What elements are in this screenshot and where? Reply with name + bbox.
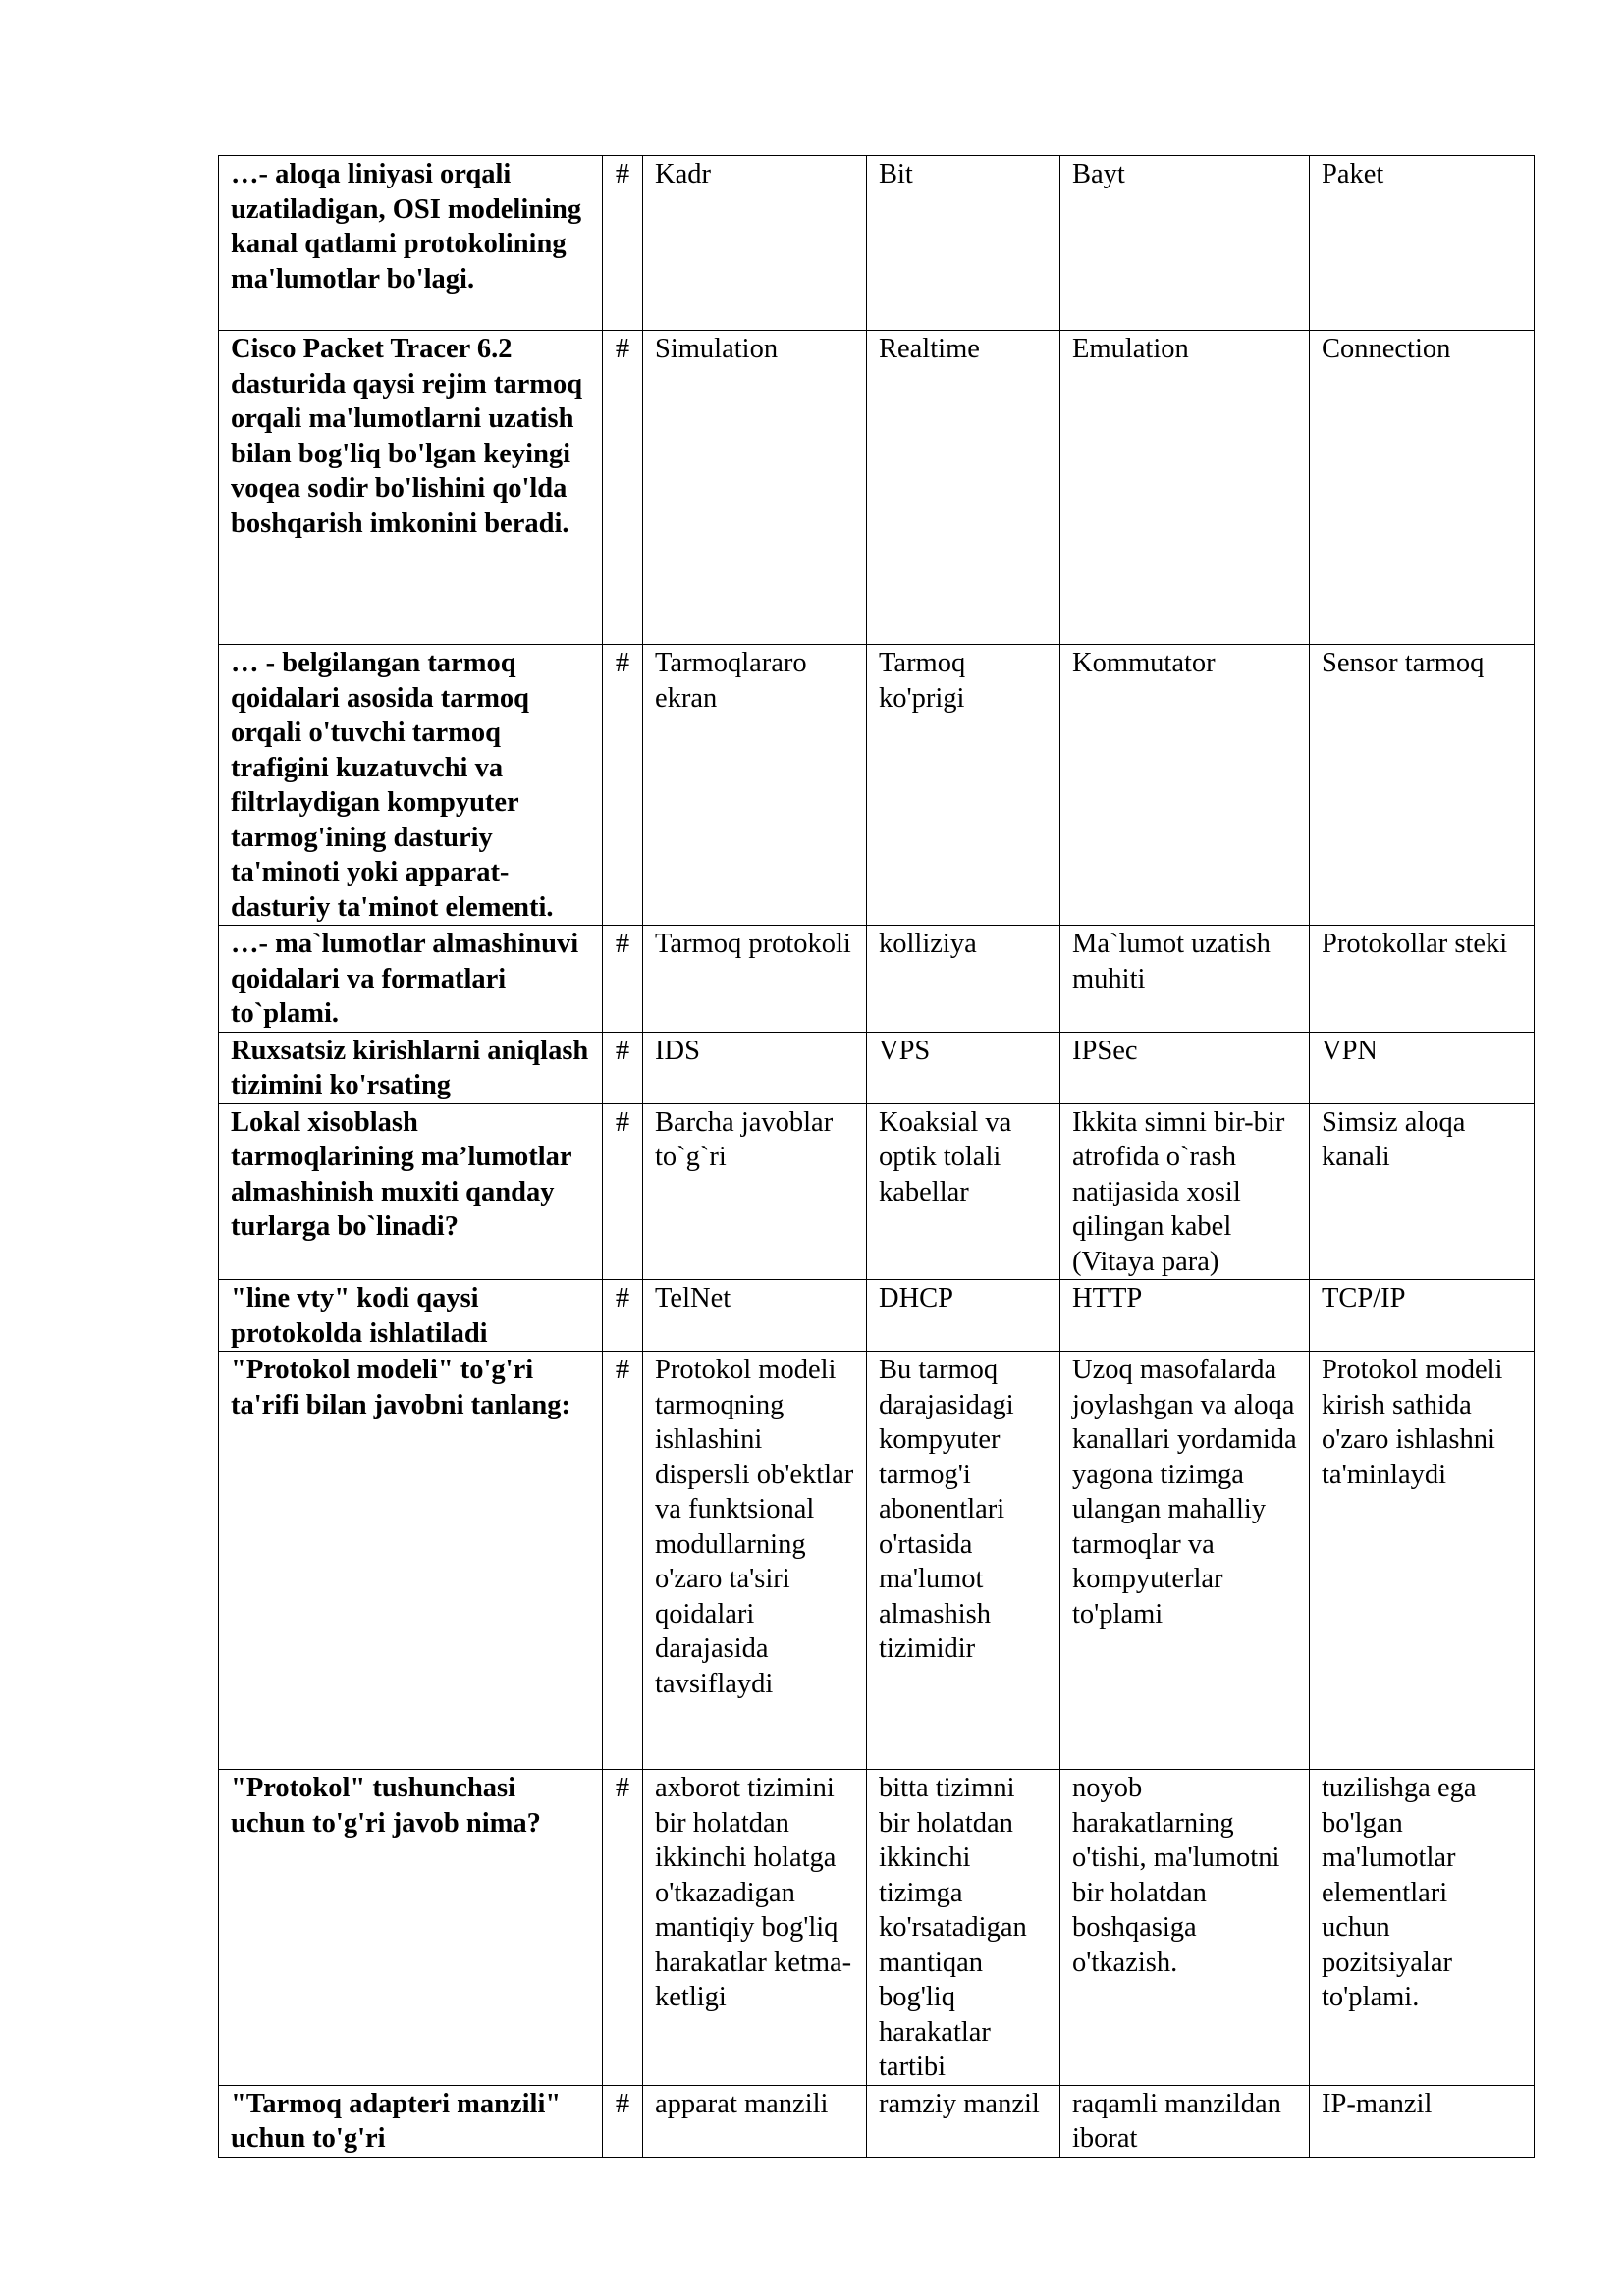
answer-cell: Realtime	[867, 331, 1060, 645]
answer-cell: HTTP	[1060, 1280, 1310, 1352]
answer-cell: Bayt	[1060, 156, 1310, 331]
answer-cell: Uzoq masofalarda joylashgan va aloqa kanallari yordamida yagona tizimga ulangan mahalliy tarmoqlar va kompyuterlar to'plami	[1060, 1352, 1310, 1770]
table-row	[219, 1103, 1535, 1280]
question-cell: "Protokol" tushunchasi uchun to'g'ri javob nima?	[219, 1770, 603, 2086]
answer-cell: noyob harakatlarning o'tishi, ma'lumotni bir holatdan boshqasiga o'tkazish.	[1060, 1770, 1310, 2086]
answer-cell: Bit	[867, 156, 1060, 331]
table-row	[219, 156, 1535, 331]
answer-cell: Connection	[1310, 331, 1535, 645]
marker-cell: #	[603, 1352, 643, 1770]
question-cell: Cisco Packet Tracer 6.2 dasturida qaysi rejim tarmoq orqali ma'lumotlarni uzatish bilan bog'liq bo'lgan keyingi voqea sodir bo'lishini qo'lda boshqarish imkonini beradi.	[219, 331, 603, 645]
question-cell: "line vty" kodi qaysi protokolda ishlatiladi	[219, 1280, 603, 1352]
table-row	[219, 1770, 1535, 2086]
question-cell: Ruxsatsiz kirishlarni aniqlash tizimini ko'rsating	[219, 1032, 603, 1103]
question-cell: "Protokol modeli" to'g'ri ta'rifi bilan javobni tanlang:	[219, 1352, 603, 1770]
answer-cell-correct: Barcha javoblar to`g`ri	[643, 1103, 867, 1280]
table-row	[219, 1280, 1535, 1352]
answer-cell-correct: Kadr	[643, 156, 867, 331]
answer-cell: VPN	[1310, 1032, 1535, 1103]
marker-cell: #	[603, 1032, 643, 1103]
answer-cell: Ikkita simni bir-bir atrofida o`rash natijasida xosil qilingan kabel (Vitaya para)	[1060, 1103, 1310, 1280]
answer-cell-correct: Simulation	[643, 331, 867, 645]
answer-cell: tuzilishga ega bo'lgan ma'lumotlar elementlari uchun pozitsiyalar to'plami.	[1310, 1770, 1535, 2086]
table-row	[219, 1032, 1535, 1103]
question-cell: Lokal xisoblash tarmoqlarining ma’lumotlar almashinish muxiti qanday turlarga bo`linadi?	[219, 1103, 603, 1280]
answer-cell: Bu tarmoq darajasidagi kompyuter tarmog'i abonentlari o'rtasida ma'lumot almashish tizimidir	[867, 1352, 1060, 1770]
answer-cell: TCP/IP	[1310, 1280, 1535, 1352]
answer-cell: ramziy manzil	[867, 2085, 1060, 2157]
question-cell: … - belgilangan tarmoq qoidalari asosida tarmoq orqali o'tuvchi tarmoq trafigini kuzatuvchi va filtrlaydigan kompyuter tarmog'ining dasturiy ta'minoti yoki apparat-dasturiy ta'minot elementi.	[219, 645, 603, 926]
question-cell: …- aloqa liniyasi orqali uzatiladigan, OSI modelining kanal qatlami protokolining ma'lumotlar bo'lagi.	[219, 156, 603, 331]
answer-cell: Protokol modeli kirish sathida o'zaro ishlashni ta'minlaydi	[1310, 1352, 1535, 1770]
answer-cell: Sensor tarmoq	[1310, 645, 1535, 926]
marker-cell: #	[603, 1770, 643, 2086]
table-row	[219, 645, 1535, 926]
quiz-table	[218, 155, 1535, 2158]
answer-cell: Kommutator	[1060, 645, 1310, 926]
answer-cell-correct: IDS	[643, 1032, 867, 1103]
table-row	[219, 331, 1535, 645]
answer-cell: raqamli manzildan iborat	[1060, 2085, 1310, 2157]
answer-cell: Ma`lumot uzatish muhiti	[1060, 926, 1310, 1033]
table-row	[219, 1352, 1535, 1770]
answer-cell: IPSec	[1060, 1032, 1310, 1103]
marker-cell: #	[603, 926, 643, 1033]
answer-cell: Protokollar steki	[1310, 926, 1535, 1033]
answer-cell: bitta tizimni bir holatdan ikkinchi tizimga ko'rsatadigan mantiqan bog'liq harakatlar tartibi	[867, 1770, 1060, 2086]
marker-cell: #	[603, 1103, 643, 1280]
marker-cell: #	[603, 331, 643, 645]
answer-cell: VPS	[867, 1032, 1060, 1103]
marker-cell: #	[603, 1280, 643, 1352]
question-cell: "Tarmoq adapteri manzili" uchun to'g'ri	[219, 2085, 603, 2157]
answer-cell-correct: axborot tizimini bir holatdan ikkinchi holatga o'tkazadigan mantiqiy bog'liq harakatlar ketma-ketligi	[643, 1770, 867, 2086]
table-row	[219, 2085, 1535, 2157]
marker-cell: #	[603, 645, 643, 926]
marker-cell: #	[603, 2085, 643, 2157]
answer-cell: Tarmoq ko'prigi	[867, 645, 1060, 926]
answer-cell: DHCP	[867, 1280, 1060, 1352]
answer-cell: Emulation	[1060, 331, 1310, 645]
answer-cell-correct: Protokol modeli tarmoqning ishlashini dispersli ob'ektlar va funktsional modullarning o'zaro ta'siri qoidalari darajasida tavsiflaydi	[643, 1352, 867, 1770]
answer-cell: Simsiz aloqa kanali	[1310, 1103, 1535, 1280]
answer-cell: Koaksial va optik tolali kabellar	[867, 1103, 1060, 1280]
answer-cell-correct: Tarmoqlararo ekran	[643, 645, 867, 926]
answer-cell-correct: Tarmoq protokoli	[643, 926, 867, 1033]
question-cell: …- ma`lumotlar almashinuvi qoidalari va formatlari to`plami.	[219, 926, 603, 1033]
table-row	[219, 926, 1535, 1033]
answer-cell-correct: TelNet	[643, 1280, 867, 1352]
answer-cell-correct: apparat manzili	[643, 2085, 867, 2157]
answer-cell: IP-manzil	[1310, 2085, 1535, 2157]
marker-cell: #	[603, 156, 643, 331]
answer-cell: Paket	[1310, 156, 1535, 331]
answer-cell: kolliziya	[867, 926, 1060, 1033]
